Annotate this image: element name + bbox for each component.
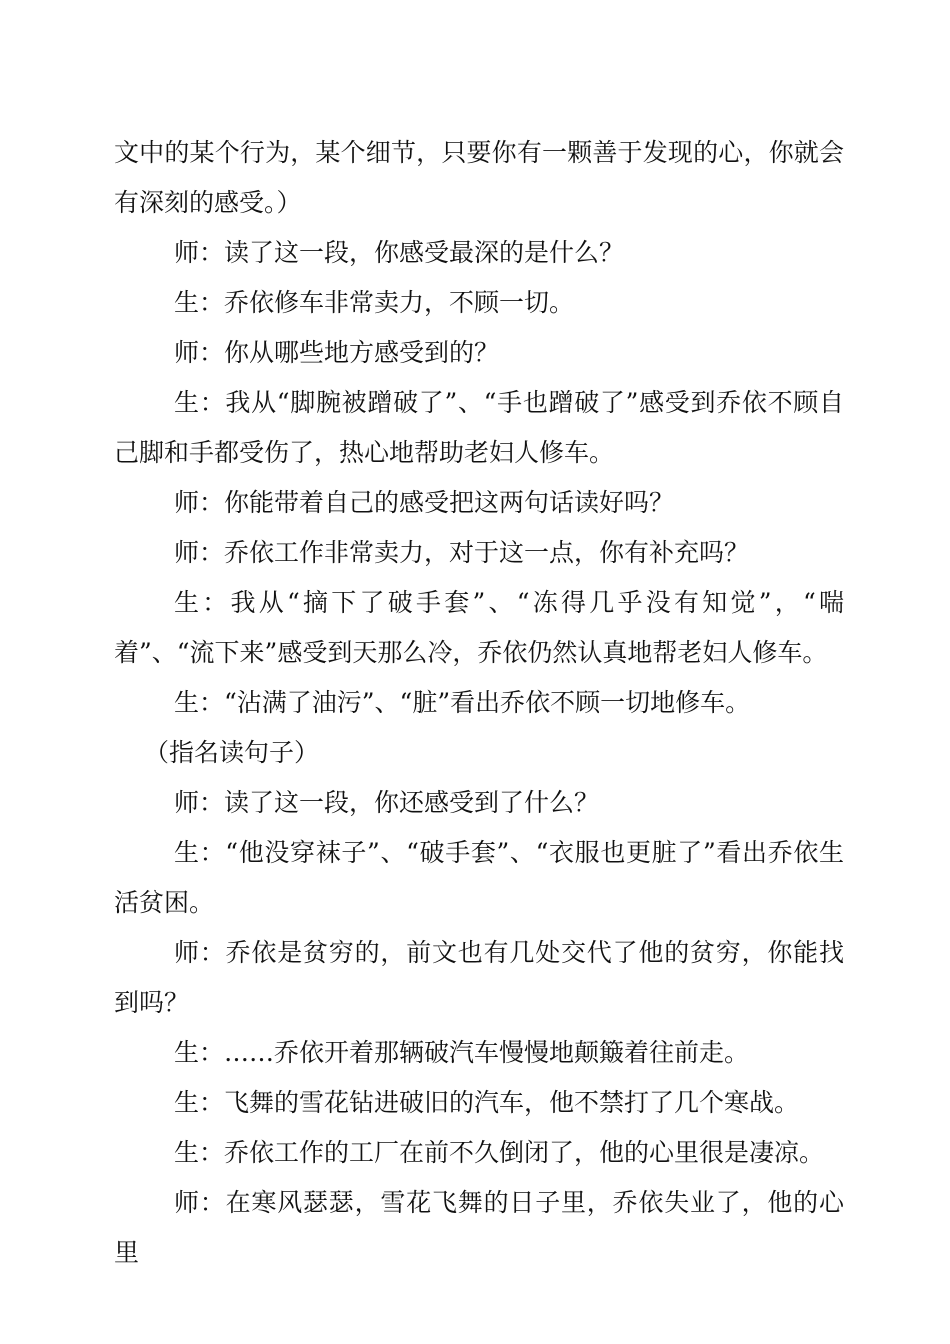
paragraph: 生：乔依修车非常卖力，不顾一切。 bbox=[174, 288, 575, 317]
paragraph: 文中的某个行为，某个细节，只要你有一颗善于发现的心，你就会有深刻的感受。） bbox=[114, 138, 844, 217]
paragraph: 生：飞舞的雪花钻进破旧的汽车，他不禁打了几个寒战。 bbox=[174, 1088, 800, 1117]
paragraph: 生：乔依工作的工厂在前不久倒闭了，他的心里很是凄凉。 bbox=[174, 1138, 825, 1167]
paragraph: 生：“他没穿袜子”、“破手套”、“衣服也更脏了”看出乔依生活贫困。 bbox=[114, 838, 844, 917]
paragraph: 师：乔依是贫穷的，前文也有几处交代了他的贫穷，你能找到吗？ bbox=[114, 938, 844, 1017]
paragraph: （指名读句子） bbox=[144, 738, 320, 767]
paragraph: 师：读了这一段，你感受最深的是什么？ bbox=[174, 238, 625, 267]
paragraph: 生：“沾满了油污”、“脏”看出乔依不顾一切地修车。 bbox=[174, 688, 751, 717]
paragraph: 生：我从“摘下了破手套”、“冻得几乎没有知觉”，“喘着”、“流下来”感受到天那么冷，乔依仍然认真地帮老妇人修车。 bbox=[114, 588, 844, 667]
paragraph: 师：在寒风瑟瑟，雪花飞舞的日子里，乔依失业了，他的心里 bbox=[114, 1188, 844, 1267]
paragraph: 生：我从“脚腕被蹭破了”、“手也蹭破了”感受到乔依不顾自己脚和手都受伤了，热心地帮助老妇人修车。 bbox=[114, 388, 844, 467]
paragraph: 师：乔依工作非常卖力，对于这一点，你有补充吗？ bbox=[174, 538, 750, 567]
paragraph: 师：你能带着自己的感受把这两句话读好吗？ bbox=[174, 488, 675, 517]
document-body bbox=[114, 128, 844, 1278]
paragraph: 生：……乔依开着那辆破汽车慢慢地颠簸着往前走。 bbox=[174, 1038, 750, 1067]
paragraph: 师：你从哪些地方感受到的？ bbox=[174, 338, 500, 367]
paragraph: 师：读了这一段，你还感受到了什么？ bbox=[174, 788, 600, 817]
